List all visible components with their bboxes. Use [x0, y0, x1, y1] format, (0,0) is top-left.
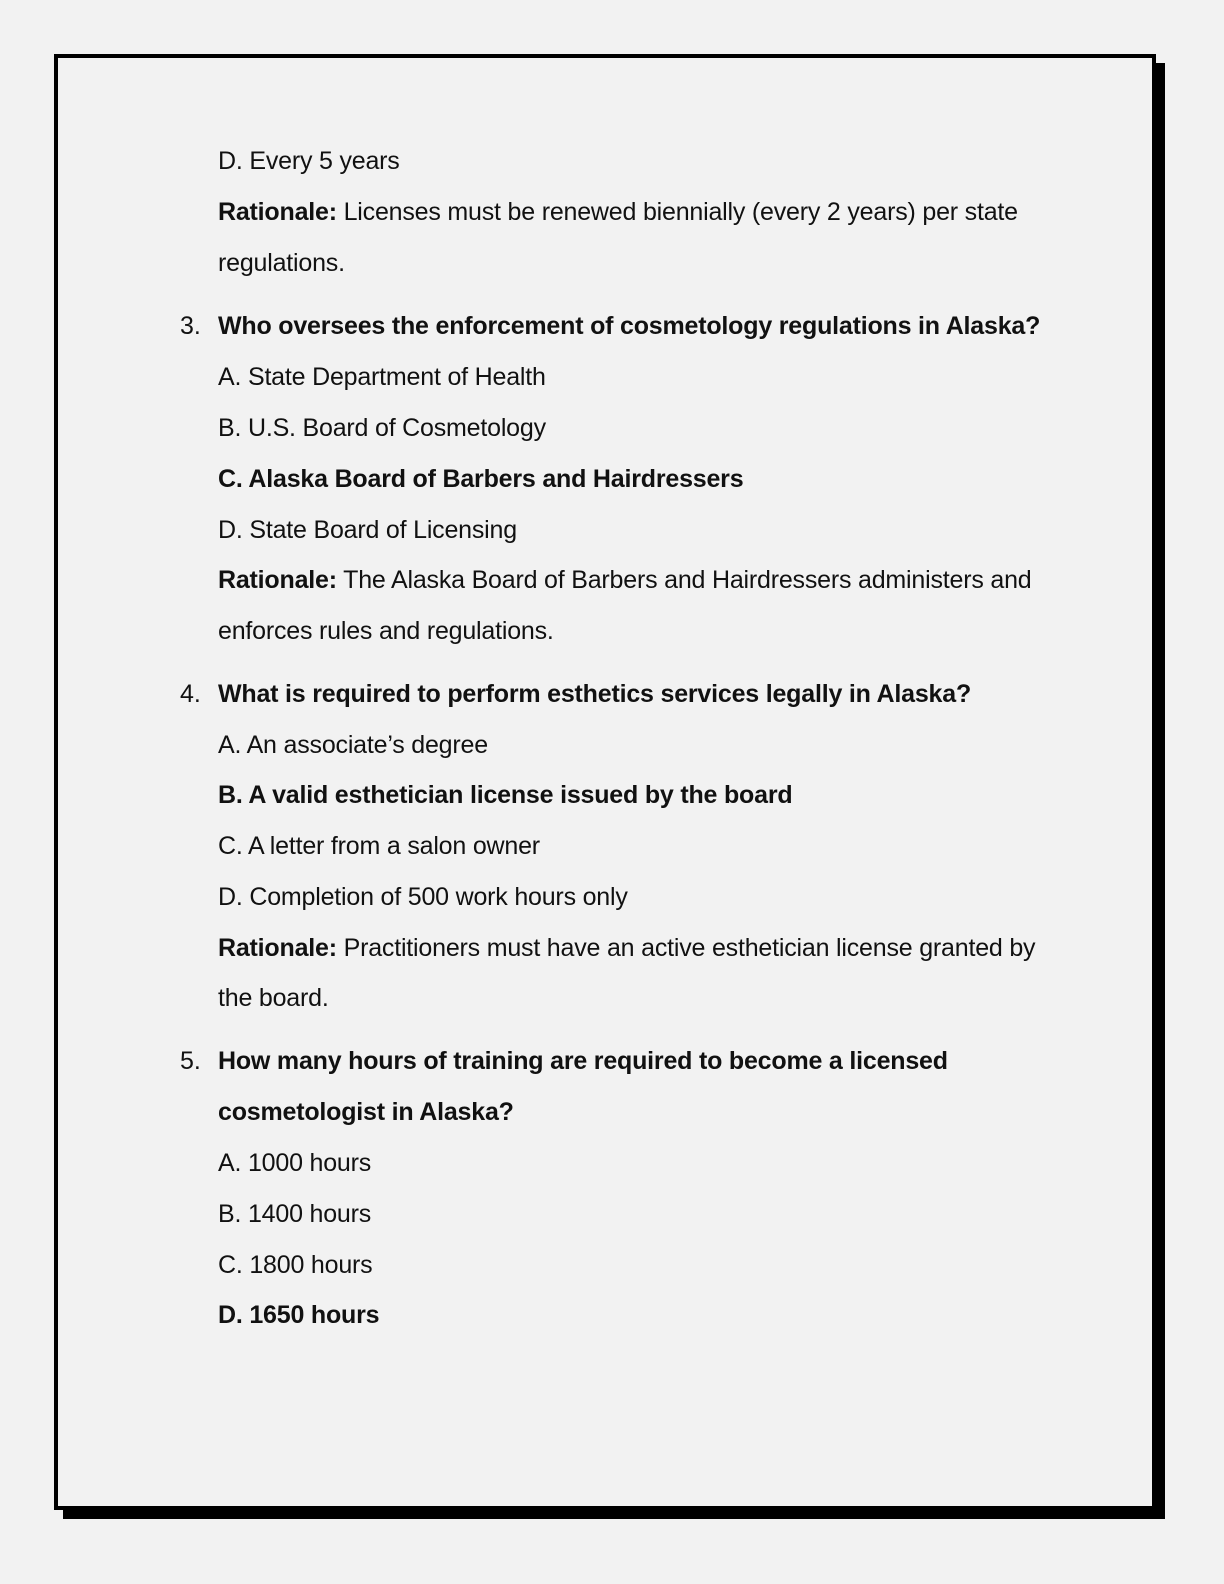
q5-option-a: A. 1000 hours — [218, 1149, 372, 1177]
q3-option-b: B. U.S. Board of Cosmetology — [218, 414, 546, 442]
q4-number: 4. — [180, 680, 201, 708]
q4-question: What is required to perform esthetics services legally in Alaska? — [218, 680, 972, 708]
q5-option-b: B. 1400 hours — [218, 1200, 372, 1228]
rationale-text: The Alaska Board of Barbers and Hairdressers administers and — [336, 566, 1032, 594]
q3-option-c-correct: C. Alaska Board of Barbers and Hairdressers — [218, 465, 744, 493]
q3-option-a: A. State Department of Health — [218, 363, 546, 391]
q4-option-a: A. An associate’s degree — [218, 731, 488, 759]
q3-rationale — [218, 565, 1032, 595]
q5-question-cont: cosmetologist in Alaska? — [218, 1098, 514, 1126]
q2-rationale-cont: regulations. — [218, 249, 345, 277]
q3-option-d: D. State Board of Licensing — [218, 516, 517, 544]
q4-option-c: C. A letter from a salon owner — [218, 832, 540, 860]
rationale-text: Licenses must be renewed biennially (every 2 years) per state — [336, 198, 1018, 226]
document-page — [54, 54, 1156, 1510]
rationale-text: Practitioners must have an active esthetician license granted by — [336, 934, 1036, 962]
q4-option-b-correct: B. A valid esthetician license issued by the board — [218, 781, 793, 809]
q5-option-c: C. 1800 hours — [218, 1251, 373, 1279]
rationale-label: Rationale: — [218, 198, 337, 226]
q4-rationale-cont: the board. — [218, 984, 329, 1012]
q4-rationale — [218, 933, 1035, 963]
rationale-label: Rationale: — [218, 566, 337, 594]
q5-question: How many hours of training are required to become a licensed — [218, 1047, 948, 1075]
q5-number: 5. — [180, 1047, 201, 1075]
rationale-label: Rationale: — [218, 934, 337, 962]
q3-number: 3. — [180, 312, 201, 340]
q5-option-d-correct: D. 1650 hours — [218, 1301, 380, 1329]
q2-rationale — [218, 197, 1018, 227]
q3-question: Who oversees the enforcement of cosmetology regulations in Alaska? — [218, 312, 1041, 340]
q2-option-d: D. Every 5 years — [218, 147, 400, 175]
q4-option-d: D. Completion of 500 work hours only — [218, 883, 628, 911]
page-content — [58, 58, 1152, 1506]
q3-rationale-cont: enforces rules and regulations. — [218, 617, 554, 645]
